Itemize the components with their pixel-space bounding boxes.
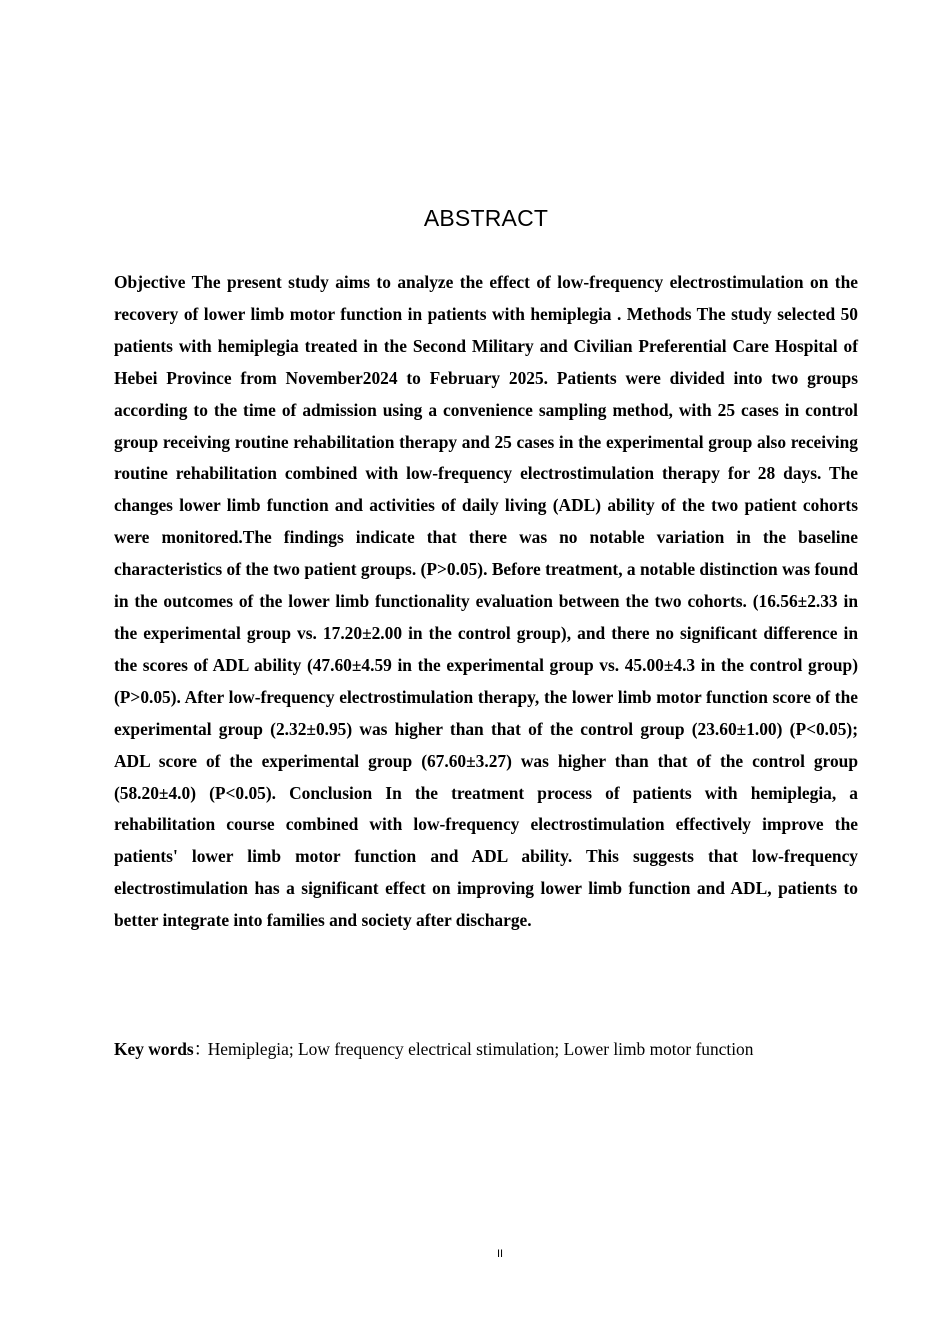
page-number: II xyxy=(496,1248,504,1260)
keywords-text: Hemiplegia; Low frequency electrical stimulation; Lower limb motor function xyxy=(207,1039,754,1059)
keywords-line xyxy=(114,1034,874,1064)
keywords-separator: ： xyxy=(193,1039,212,1059)
abstract-body: Objective The present study aims to analyze the effect of low-frequency electrostimulation on the recovery of lower limb motor function in patients with hemiplegia . Methods The study selected 50 patients with hemiplegia treated in the Second Military and Civilian Preferential Care Hospital of Hebei Province from November2024 to February 2025. Patients were divided into two groups according to the time of admission using a convenience sampling method, with 25 cases in control group receiving routine rehabilitation therapy and 25 cases in the experimental group also receiving routine rehabilitation combined with low-frequency electrostimulation therapy for 28 days. The changes lower limb function and activities of daily living (ADL) ability of the two patient cohorts were monitored.The findings indicate that there was no notable variation in the baseline characteristics of the two patient groups. (P>0.05). Before treatment, a notable distinction was found in the outcomes of the lower limb functionality evaluation between the two cohorts. (16.56±2.33 in the experimental group vs. 17.20±2.00 in the control group), and there no significant difference in the scores of ADL ability (47.60±4.59 in the experimental group vs. 45.00±4.3 in the control group) (P>0.05). After low-frequency electrostimulation therapy, the lower limb motor function score of the experimental group (2.32±0.95) was higher than that of the control group (23.60±1.00) (P<0.05); ADL score of the experimental group (67.60±3.27) was higher than that of the control group (58.20±4.0) (P<0.05). Conclusion In the treatment process of patients with hemiplegia, a rehabilitation course combined with low-frequency electrostimulation effectively improve the patients' lower limb motor function and ADL ability. This suggests that low-frequency electrostimulation has a significant effect on improving lower limb function and ADL, patients to better integrate into families and society after discharge. xyxy=(114,272,858,931)
keywords-label: Key words xyxy=(114,1039,194,1059)
abstract-heading: ABSTRACT xyxy=(423,205,549,231)
